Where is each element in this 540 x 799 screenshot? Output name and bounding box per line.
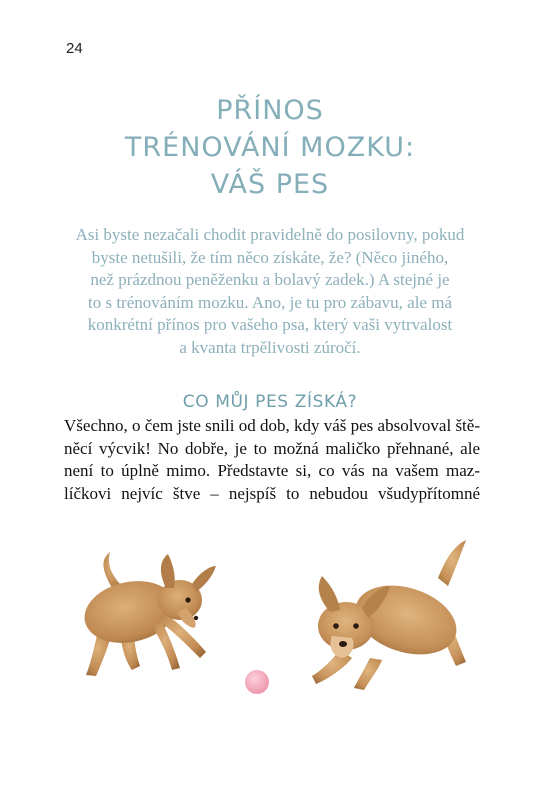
left-puppy xyxy=(79,552,216,676)
right-puppy xyxy=(312,540,466,690)
intro-line: Asi byste nezačali chodit pravidelně do posilovny, pokud xyxy=(75,225,465,244)
intro-line: byste netušili, že tím něco získáte, že? (Něco jiného, xyxy=(91,247,449,267)
chapter-title xyxy=(40,92,500,203)
body-line: něcí výcvik! No dobře, je to možná maličko přehnané, ale xyxy=(64,438,480,458)
body-line: Všechno, o čem jste snili od dob, kdy váš pes absolvoval ště- xyxy=(64,416,480,435)
section-heading: CO MŮJ PES ZÍSKÁ? xyxy=(182,392,358,412)
puppies-illustration xyxy=(40,520,510,720)
body-paragraph xyxy=(64,415,480,505)
body-line: není to úplně mimo. Představte si, co vás na vašem maz- xyxy=(64,461,480,481)
page-number: 24 xyxy=(66,40,83,57)
chapter-title-line: TRÉNOVÁNÍ MOZKU: xyxy=(124,132,416,163)
chapter-title-line: VÁŠ PES xyxy=(210,169,330,200)
chapter-title-line: PŘÍNOS xyxy=(216,95,324,126)
intro-line: konkrétní přínos pro vašeho psa, který vaši vytrvalost xyxy=(87,315,453,334)
intro-line: a kvanta trpělivosti zúročí. xyxy=(179,337,361,357)
pink-ball xyxy=(245,670,269,694)
intro-line: to s trénováním mozku. Ano, je tu pro zábavu, ale má xyxy=(88,292,452,312)
body-line: líčkovi nejvíc štve – nejspíš to nebudou všudypřítomné xyxy=(64,483,480,503)
intro-line: než prázdnou peněženku a bolavý zadek.) A stejné je xyxy=(90,270,450,289)
intro-paragraph xyxy=(68,224,472,359)
